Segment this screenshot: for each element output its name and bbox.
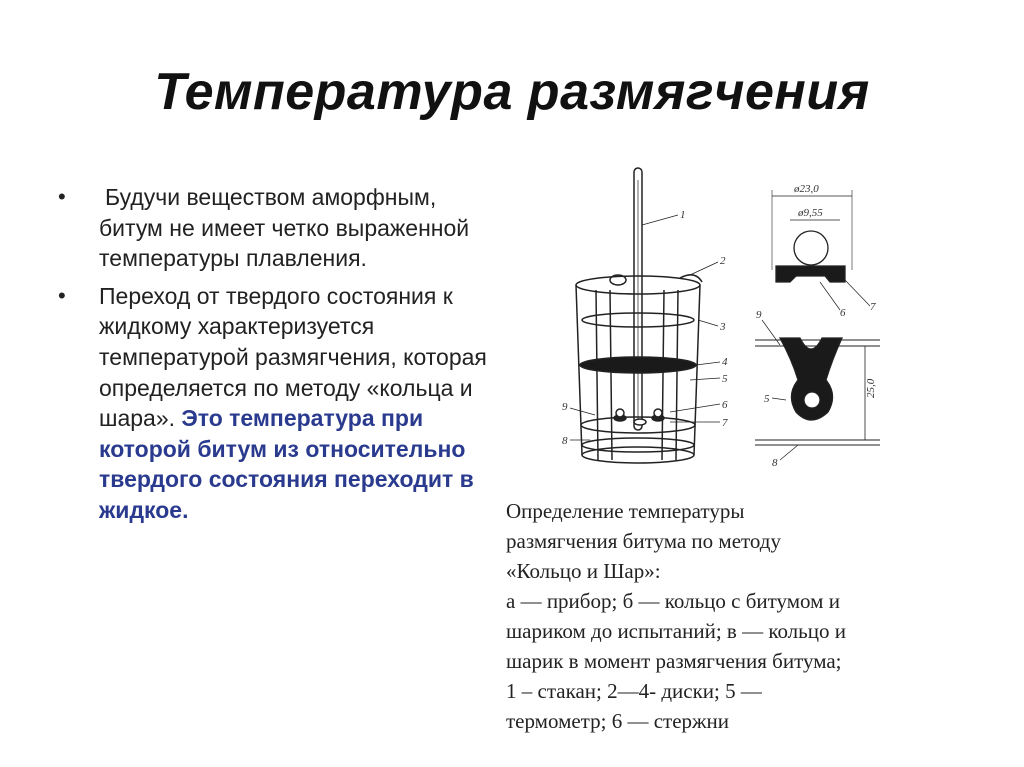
callout-label: 5 bbox=[764, 393, 770, 405]
caption-line: «Кольцо и Шар»: bbox=[506, 559, 661, 583]
callout-label: 3 bbox=[720, 321, 726, 333]
callout-label: 9 bbox=[562, 401, 568, 413]
callout-label: 8 bbox=[562, 435, 568, 447]
callout-label: 8 bbox=[772, 457, 778, 469]
bullet-marker: • bbox=[58, 184, 66, 209]
caption-line: термометр; 6 — стержни bbox=[506, 709, 730, 733]
inner-diameter-label: ø9,55 bbox=[798, 207, 823, 219]
ring-ball-detail bbox=[755, 190, 880, 460]
bullet-list bbox=[56, 182, 506, 533]
figure-caption bbox=[506, 496, 976, 736]
callout-label: 7 bbox=[870, 301, 876, 313]
caption-line: 1 – стакан; 2—4- диски; 5 — bbox=[506, 679, 762, 703]
bullet-highlight-text: Это температура при которой битум из относительно твердого состояния переходит в жидкое. bbox=[99, 405, 474, 523]
outer-diameter-label: ø23,0 bbox=[794, 183, 819, 195]
bullet-item bbox=[56, 182, 506, 274]
callout-label: 7 bbox=[722, 417, 728, 429]
callout-label: 1 bbox=[680, 209, 686, 221]
apparatus-drawing bbox=[540, 160, 900, 490]
bullet-marker: • bbox=[58, 282, 66, 308]
beaker-callout-labels bbox=[562, 209, 728, 447]
height-dimension-label: 25,0 bbox=[865, 378, 877, 398]
caption-line: шариком до испытаний; в — кольцо и bbox=[506, 619, 846, 643]
slide-title: Температура размягчения bbox=[154, 63, 870, 121]
callout-label: 5 bbox=[722, 373, 728, 385]
callout-label: 9 bbox=[756, 309, 762, 321]
caption-line: а — прибор; б — кольцо с битумом и bbox=[506, 589, 840, 613]
caption-line: Определение температуры bbox=[506, 499, 745, 523]
callout-label: 6 bbox=[722, 399, 728, 411]
detail-labels bbox=[756, 183, 877, 469]
ring-and-ball-apparatus-figure bbox=[540, 160, 900, 490]
callout-label: 4 bbox=[722, 356, 728, 368]
bullet-item bbox=[56, 281, 506, 526]
beaker-apparatus bbox=[570, 168, 720, 463]
bullet-text: Будучи веществом аморфным, битум не имеет четко выраженной температуры плавления. bbox=[99, 184, 470, 272]
callout-label: 2 bbox=[720, 255, 726, 267]
callout-label: 6 bbox=[840, 307, 846, 319]
bullet-text: Переход от твердого состояния к жидкому характеризуется температурой размягчения, которая определяется по методу «кольца и шара». bbox=[99, 282, 487, 432]
caption-line: размягчения битума по методу bbox=[506, 529, 781, 553]
caption-line: шарик в момент размягчения битума; bbox=[506, 649, 842, 673]
